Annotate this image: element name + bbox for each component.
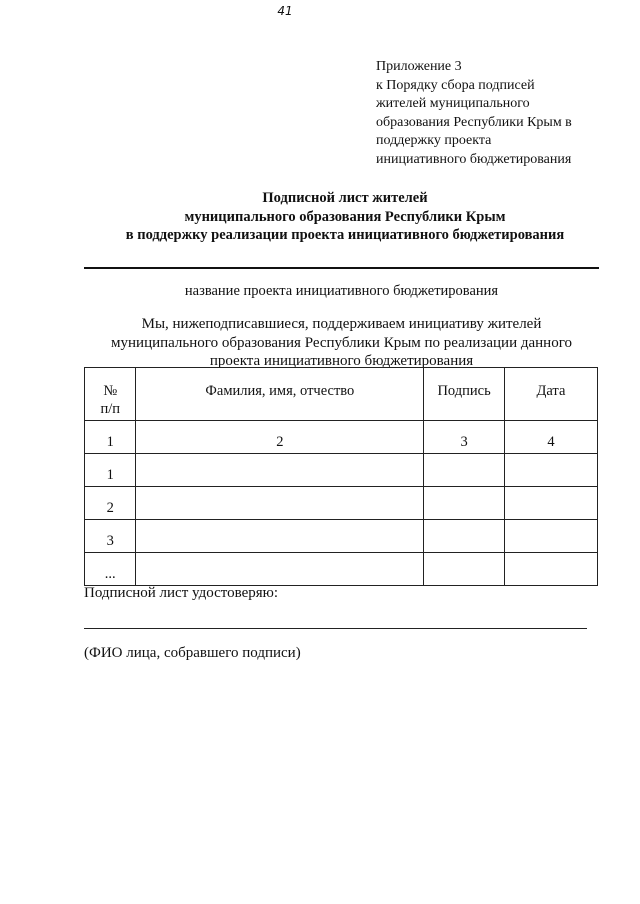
signature-cell[interactable] (424, 454, 505, 487)
appendix-line: Приложение 3 (376, 59, 462, 74)
date-cell[interactable] (504, 454, 597, 487)
intro-line: Мы, нижеподписавшиеся, поддерживаем инициативу жителей (141, 316, 542, 332)
table-row (85, 520, 598, 553)
full-name-cell[interactable] (136, 553, 424, 586)
column-index-row (85, 421, 598, 454)
signature-table (84, 367, 598, 586)
header-date: Дата (504, 368, 597, 421)
signature-cell[interactable] (424, 520, 505, 553)
intro-line: муниципального образования Республики Крым по реализации данного (111, 334, 572, 351)
appendix-line: образования Республики Крым в (376, 114, 572, 130)
collector-caption: (ФИО лица, собравшего подписи) (84, 645, 301, 661)
table-header-row (85, 368, 598, 421)
row-number: 2 (85, 487, 136, 520)
collector-name-line[interactable] (84, 628, 587, 629)
header-signature: Подпись (424, 368, 505, 421)
header-number-line: п/п (100, 401, 121, 417)
column-index: 4 (504, 421, 597, 454)
column-index: 2 (136, 421, 424, 454)
project-name-caption: название проекта инициативного бюджетирования (184, 283, 499, 299)
title-line: муниципального образования Республики Крым (184, 208, 506, 225)
appendix-line: инициативного бюджетирования (376, 151, 572, 167)
title-line: в поддержку реализации проекта инициативного бюджетирования (125, 227, 565, 243)
appendix-note (376, 58, 606, 169)
row-number: ... (85, 553, 136, 586)
certification-label: Подписной лист удостоверяю: (84, 585, 279, 601)
date-cell[interactable] (504, 520, 597, 553)
full-name-cell[interactable] (136, 520, 424, 553)
appendix-line: к Порядку сбора подписей (376, 77, 535, 93)
document-title (60, 189, 630, 245)
page-number: 41 (277, 4, 293, 18)
header-full-name: Фамилия, имя, отчество (136, 368, 424, 421)
signature-cell[interactable] (424, 487, 505, 520)
table-row (85, 553, 598, 586)
intro-line: проекта инициативного бюджетирования (209, 353, 474, 369)
column-index: 3 (424, 421, 505, 454)
column-index: 1 (85, 421, 136, 454)
header-number-line: № (103, 383, 118, 399)
appendix-line: поддержку проекта (376, 133, 492, 148)
date-cell[interactable] (504, 487, 597, 520)
full-name-cell[interactable] (136, 454, 424, 487)
full-name-cell[interactable] (136, 487, 424, 520)
date-cell[interactable] (504, 553, 597, 586)
signature-cell[interactable] (424, 553, 505, 586)
appendix-line: жителей муниципального (376, 96, 530, 111)
row-number: 1 (85, 454, 136, 487)
table-row (85, 487, 598, 520)
header-number (85, 368, 136, 421)
title-line: Подписной лист жителей (262, 190, 428, 206)
table-row (85, 454, 598, 487)
project-name-line (84, 267, 599, 269)
row-number: 3 (85, 520, 136, 553)
intro-paragraph (84, 315, 599, 371)
